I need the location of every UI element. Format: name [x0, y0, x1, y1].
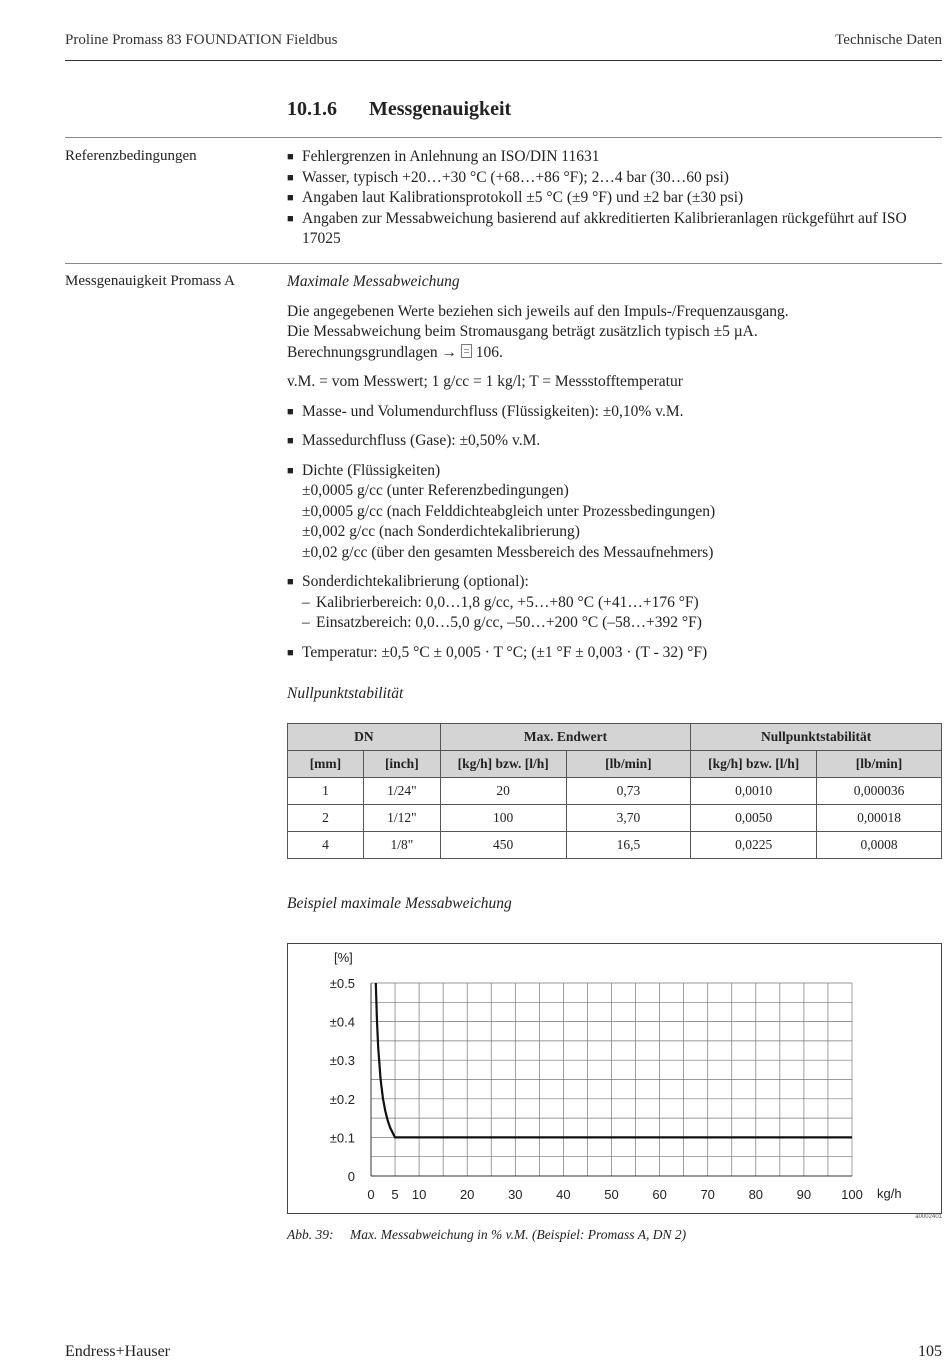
accuracy-list — [287, 402, 942, 423]
table-unit-header: [inch] — [363, 751, 440, 778]
example-chart — [288, 944, 941, 1213]
table-group-header: DN — [288, 724, 441, 751]
y-tick-label: ±0.5 — [329, 976, 355, 991]
dash-marker: – — [302, 614, 310, 631]
table-group-header: Max. Endwert — [440, 724, 691, 751]
table-cell: 0,0050 — [691, 805, 817, 832]
table-unit-header: [kg/h] bzw. [l/h] — [440, 751, 566, 778]
table-unit-header: [lb/min] — [817, 751, 942, 778]
special-line — [302, 613, 942, 634]
figure-caption — [287, 1227, 686, 1243]
list-item-mass-flow-gas: ■ Massedurchfluss (Gase): ±0,50% v.M. — [287, 431, 942, 452]
intro-line-1: Die angegebenen Werte beziehen sich jeweils auf den Impuls-/Frequenzausgang. — [287, 302, 789, 320]
table-unit-header: [mm] — [288, 751, 364, 778]
x-tick-label: 0 — [367, 1187, 375, 1202]
accuracy-list-gas — [287, 431, 942, 452]
header-chapter-title: Technische Daten — [835, 32, 942, 48]
figure-caption-text: Max. Messabweichung in % v.M. (Beispiel: Promass A, DN 2) — [350, 1227, 687, 1242]
x-tick-label: 70 — [700, 1187, 715, 1202]
table-cell: 20 — [440, 778, 566, 805]
figure-number: Abb. 39: — [287, 1227, 334, 1242]
x-tick-label: 80 — [748, 1187, 764, 1202]
zero-stability-subtitle: Nullpunktstabilität — [287, 685, 404, 702]
x-tick-label: 90 — [796, 1187, 812, 1202]
row-label-reference-conditions: Referenzbedingungen — [65, 148, 197, 164]
intro-line-3 — [287, 343, 942, 364]
section-heading — [287, 98, 511, 121]
density-line: ±0,0005 g/cc (unter Referenzbedingungen) — [302, 482, 569, 499]
table-cell: 0,000036 — [817, 778, 942, 805]
x-tick-label: 10 — [411, 1187, 427, 1202]
dash-marker: – — [302, 593, 310, 611]
list-item: ■ Fehlergrenzen in Anlehnung an ISO/DIN 11631 — [287, 147, 942, 168]
table-group-header-row — [288, 724, 942, 751]
table-cell: 0,00018 — [817, 805, 942, 832]
y-tick-label: 0 — [347, 1169, 355, 1184]
accuracy-list-density — [287, 461, 942, 564]
footer-company: Endress+Hauser — [65, 1343, 170, 1360]
y-tick-label: ±0.1 — [329, 1130, 355, 1146]
table-cell: 450 — [440, 832, 566, 859]
table-cell: 3,70 — [566, 805, 691, 832]
special-line-text: Kalibrierbereich: 0,0…1,8 g/cc, +5…+80 °C (+41…+176 °F) — [316, 593, 699, 611]
table-cell: 0,0225 — [691, 832, 817, 859]
divider-accuracy — [65, 263, 942, 264]
list-item: ■ Wasser, typisch +20…+30 °C (+68…+86 °F); 2…4 bar (30…60 psi) — [287, 168, 942, 189]
table-cell: 1/24" — [363, 778, 440, 805]
table-cell: 4 — [288, 832, 364, 859]
x-tick-label: 40 — [556, 1187, 571, 1202]
x-tick-label: 50 — [604, 1187, 619, 1202]
table-cell: 100 — [440, 805, 566, 832]
density-line: ±0,02 g/cc (über den gesamten Messbereich des Messaufnehmers) — [302, 543, 714, 561]
figure-code: a0002401 — [915, 1214, 942, 1220]
list-item-special-density — [287, 572, 942, 634]
accuracy-list-special — [287, 572, 942, 634]
example-chart-frame — [287, 943, 942, 1214]
header-doc-title: Proline Promass 83 FOUNDATION Fieldbus — [65, 32, 338, 48]
accuracy-subtitle: Maximale Messabweichung — [287, 273, 460, 290]
footer-page-number: 105 — [918, 1343, 942, 1360]
list-item-mass-flow-liquid: ■ Masse- und Volumendurchfluss (Flüssigkeiten): ±0,10% v.M. — [287, 402, 942, 423]
example-subtitle: Beispiel maximale Messabweichung — [287, 895, 512, 912]
x-tick-label: 60 — [652, 1187, 667, 1202]
accuracy-block — [287, 272, 942, 663]
density-line: ±0,002 g/cc (nach Sonderdichtekalibrierung) — [302, 523, 580, 540]
x-tick-label: 100 — [841, 1187, 863, 1202]
reference-conditions-block — [287, 147, 942, 250]
list-item-density — [287, 461, 942, 564]
list-item: ■ Angaben laut Kalibrationsprotokoll ±5 °C (±9 °F) und ±2 bar (±30 psi) — [287, 188, 942, 209]
section-title: Messgenauigkeit — [369, 98, 512, 120]
table-cell: 1/12" — [363, 805, 440, 832]
zero-stability-table — [287, 723, 942, 859]
special-title: ■ Sonderdichtekalibrierung (optional): — [302, 573, 529, 590]
header-rule — [65, 60, 942, 61]
special-line-text: Einsatzbereich: 0,0…5,0 g/cc, –50…+200 °C (–58…+392 °F) — [316, 614, 702, 631]
accuracy-list-temperature — [287, 643, 942, 664]
table-cell: 0,0008 — [817, 832, 942, 859]
list-item-temperature: ■ Temperatur: ±0,5 °C ± 0,005 · T °C; (±1 °F ± 0,003 · (T - 32) °F) — [287, 643, 942, 664]
table-unit-header: [kg/h] bzw. [l/h] — [691, 751, 817, 778]
table-row — [288, 778, 942, 805]
table-unit-header: [lb/min] — [566, 751, 691, 778]
section-number: 10.1.6 — [287, 98, 337, 120]
divider-ref — [65, 137, 942, 138]
density-line: ±0,0005 g/cc (nach Felddichteabgleich unter Prozessbedingungen) — [302, 502, 716, 520]
table-cell: 1/8" — [363, 832, 440, 859]
intro-line-2: Die Messabweichung beim Stromausgang beträgt zusätzlich typisch ±5 µA. — [287, 323, 758, 340]
table-cell: 0,73 — [566, 778, 691, 805]
zero-stability-table-wrap — [287, 723, 942, 859]
row-label-accuracy: Messgenauigkeit Promass A — [65, 273, 235, 289]
table-cell: 2 — [288, 805, 364, 832]
x-tick-label: 20 — [459, 1187, 475, 1202]
page-reference-link[interactable]: 106. — [475, 343, 503, 361]
table-cell: 0,0010 — [691, 778, 817, 805]
table-unit-header-row — [288, 751, 942, 778]
x-tick-label: 30 — [508, 1187, 523, 1202]
y-tick-label: ±0.3 — [329, 1053, 355, 1069]
y-tick-label: ±0.2 — [329, 1091, 355, 1107]
table-cell: 1 — [288, 778, 364, 805]
y-axis-label: [%] — [334, 950, 353, 965]
x-tick-label: 5 — [391, 1187, 399, 1202]
special-line — [302, 593, 942, 614]
density-title: ■ Dichte (Flüssigkeiten) — [302, 461, 441, 479]
table-row — [288, 832, 942, 859]
y-tick-label: ±0.4 — [329, 1014, 355, 1030]
reference-conditions-list — [287, 147, 942, 250]
table-group-header: Nullpunktstabilität — [691, 724, 942, 751]
x-axis-label: kg/h — [877, 1186, 902, 1201]
definition-line: v.M. = vom Messwert; 1 g/cc = 1 kg/l; T = Messstofftemperatur — [287, 373, 683, 390]
page-reference-icon — [461, 344, 472, 358]
table-row — [288, 805, 942, 832]
intro-line-3-prefix: Berechnungsgrundlagen → — [287, 343, 458, 361]
list-item: ■ Angaben zur Messabweichung basierend auf akkreditierten Kalibrieranlagen rückgeführt auf ISO 17025 — [287, 209, 942, 250]
table-cell: 16,5 — [566, 832, 691, 859]
